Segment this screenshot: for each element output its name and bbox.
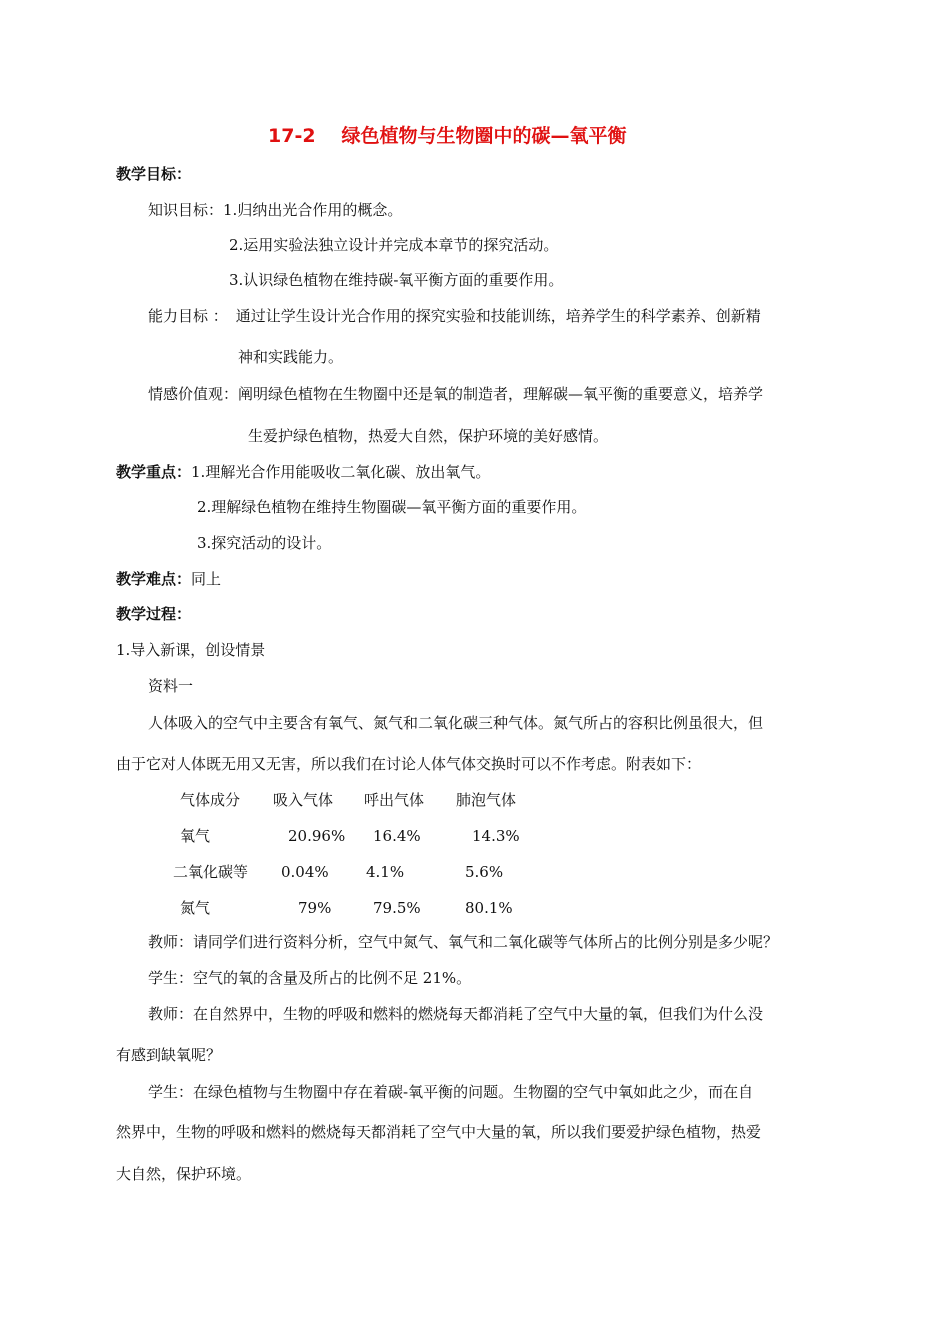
objectives-heading: 教学目标：: [116, 165, 192, 183]
knowledge-item-2: 2.运用实验法独立设计并完成本章节的探究活动。: [229, 236, 559, 254]
paragraph-1-line1: 人体吸入的空气中主要含有氧气、氮气和二氧化碳三种气体。氮气所占的容积比例虽很大，但: [148, 714, 764, 732]
knowledge-label: 知识目标：: [148, 201, 224, 219]
teacher-question-2-line1: 教师：在自然界中，生物的呼吸和燃料的燃烧每天都消耗了空气中大量的氧，但我们为什么没: [148, 1005, 764, 1023]
emotion-objective: [148, 384, 763, 404]
student-answer-2-line3: 大自然，保护环境。: [116, 1165, 252, 1183]
key-points: [116, 462, 490, 482]
title-number: 17-2: [268, 125, 316, 147]
table-row-3-inhaled: 79%: [298, 899, 332, 917]
ability-objective: [148, 306, 761, 326]
table-row-1-name: 氧气: [180, 827, 211, 845]
table-header-1: 气体成分: [180, 791, 241, 809]
table-row-2-name: 二氧化碳等: [173, 863, 249, 881]
ability-label: 能力目标 ：: [148, 307, 228, 325]
ability-text-line2: 神和实践能力。: [238, 348, 344, 366]
step-1: 1.导入新课，创设情景: [116, 641, 266, 659]
table-header-2: 吸入气体: [273, 791, 334, 809]
teacher-question-1: 教师：请同学们进行资料分析，空气中氮气、氧气和二氧化碳等气体所占的比例分别是多少呢？: [148, 933, 779, 951]
key-heading: 教学重点：: [116, 463, 192, 481]
table-row-2-inhaled: 0.04%: [281, 863, 329, 881]
table-row-1-exhaled: 16.4%: [373, 827, 421, 845]
table-row-1-alveolar: 14.3%: [472, 827, 520, 845]
key-item-2: 2.理解绿色植物在维持生物圈碳—氧平衡方面的重要作用。: [197, 498, 587, 516]
difficulty-text: 同上: [191, 570, 222, 588]
table-header-3: 呼出气体: [364, 791, 425, 809]
table-row-1-inhaled: 20.96%: [288, 827, 346, 845]
difficulty-heading: 教学难点：: [116, 570, 192, 588]
student-answer-2-line1: 学生：在绿色植物与生物圈中存在着碳-氧平衡的问题。生物圈的空气中氧如此之少，而在自: [148, 1083, 754, 1101]
ability-text-line1: 通过让学生设计光合作用的探究实验和技能训练，培养学生的科学素养、创新精: [235, 307, 761, 325]
material-title: 资料一: [148, 677, 194, 695]
table-row-3-name: 氮气: [180, 899, 211, 917]
paragraph-1-line2: 由于它对人体既无用又无害，所以我们在讨论人体气体交换时可以不作考虑。附表如下：: [116, 755, 702, 773]
student-answer-2-line2: 然界中，生物的呼吸和燃料的燃烧每天都消耗了空气中大量的氧，所以我们要爱护绿色植物，热爱: [116, 1123, 762, 1141]
teacher-question-2-line2: 有感到缺氧呢？: [116, 1046, 222, 1064]
key-item-3: 3.探究活动的设计。: [197, 534, 332, 552]
table-row-2-alveolar: 5.6%: [465, 863, 504, 881]
page-title: [268, 126, 627, 146]
title-text: 绿色植物与生物圈中的碳—氧平衡: [341, 125, 627, 147]
emotion-label: 情感价值观：: [148, 385, 239, 403]
key-item-1: 1.理解光合作用能吸收二氧化碳、放出氧气。: [191, 463, 491, 481]
process-heading: 教学过程：: [116, 605, 192, 623]
difficulty: [116, 569, 221, 589]
table-row-3-exhaled: 79.5%: [373, 899, 421, 917]
knowledge-item-3: 3.认识绿色植物在维持碳-氧平衡方面的重要作用。: [229, 271, 564, 289]
knowledge-item-1: 1.归纳出光合作用的概念。: [223, 201, 403, 219]
knowledge-objective-1: [148, 200, 402, 220]
emotion-text-line2: 生爱护绿色植物，热爱大自然，保护环境的美好感情。: [248, 427, 609, 445]
emotion-text-line1: 阐明绿色植物在生物圈中还是氧的制造者，理解碳—氧平衡的重要意义，培养学: [238, 385, 764, 403]
table-row-2-exhaled: 4.1%: [366, 863, 405, 881]
table-header-4: 肺泡气体: [456, 791, 517, 809]
student-answer-1: 学生：空气的氧的含量及所占的比例不足 21%。: [148, 969, 472, 987]
table-row-3-alveolar: 80.1%: [465, 899, 513, 917]
